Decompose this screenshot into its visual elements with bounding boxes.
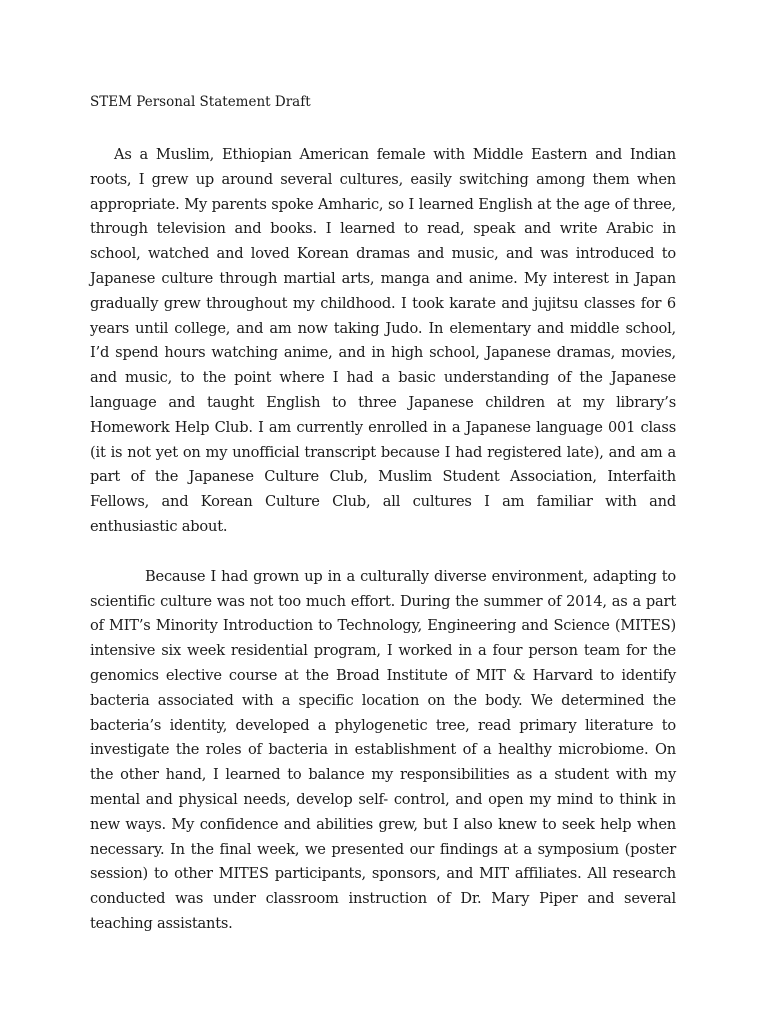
document-title: STEM Personal Statement Draft — [90, 94, 311, 110]
paragraph-2: Because I had grown up in a culturally diverse environment, adapting to scientific culture was not too much effort. During the summer of 2014, as a part of MIT’s Minority Introduction to Technology, Engineering and Science (MITES) intensive six week residential program, I worked in a four person team for the genomics elective course at the Broad Institute of MIT & Harvard to identify bacteria associated with a specific location on the body. We determined the bacteria’s identity, developed a phylogenetic tree, read primary literature to investigate the roles of bacteria in establishment of a healthy microbiome. On the other hand, I learned to balance my responsibilities as a student with my mental and physical needs, develop self- control, and open my mind to think in new ways. My confidence and abilities grew, but I also knew to seek help when necessary. In the final week, we presented our findings at a symposium (poster session) to other MITES participants, sponsors, and MIT affiliates. All research conducted was under classroom instruction of Dr. Mary Piper and several teaching assistants. — [90, 567, 676, 932]
paragraph-1: As a Muslim, Ethiopian American female with Middle Eastern and Indian roots, I grew up around several cultures, easily switching among them when appropriate. My parents spoke Amharic, so I learned English at the age of three, through television and books. I learned to read, speak and write Arabic in school, watched and loved Korean dramas and music, and was introduced to Japanese culture through martial arts, manga and anime. My interest in Japan gradually grew throughout my childhood. I took karate and jujitsu classes for 6 years until college, and am now taking Judo. In elementary and middle school, I’d spend hours watching anime, and in high school, Japanese dramas, movies, and music, to the point where I had a basic understanding of the Japanese language and taught English to three Japanese children at my library’s Homework Help Club. I am currently enrolled in a Japanese language 001 class (it is not yet on my unofficial transcript because I had registered late), and am a part of the Japanese Culture Club, Muslim Student Association, Interfaith Fellows, and Korean Culture Club, all cultures I am familiar with and enthusiastic about. — [90, 146, 676, 535]
document-page — [90, 92, 676, 937]
